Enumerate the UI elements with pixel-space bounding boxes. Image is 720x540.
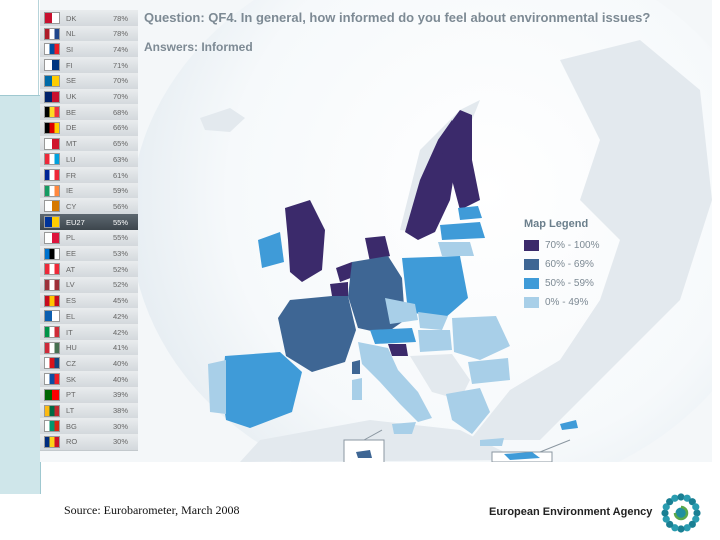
flag-icon (44, 12, 60, 24)
flag-icon (44, 405, 60, 417)
country-code: LT (66, 406, 75, 415)
country-value: 45% (112, 296, 128, 306)
flag-icon (44, 153, 60, 165)
country-cyprus (560, 420, 578, 430)
country-value: 66% (112, 123, 128, 133)
eea-logo-icon (658, 490, 704, 536)
country-row (40, 230, 138, 247)
country-row (40, 308, 138, 325)
country-row (40, 136, 138, 153)
country-value: 52% (112, 264, 128, 274)
flag-icon (44, 232, 60, 244)
flag-icon (44, 342, 60, 354)
country-code: FR (66, 170, 76, 180)
country-code: AT (66, 264, 76, 274)
country-value: 30% (112, 437, 128, 447)
source-note: Source: Eurobarometer, March 2008 (64, 503, 240, 517)
flag-icon (44, 91, 60, 103)
country-code: HU (66, 343, 77, 353)
country-row (40, 89, 138, 106)
country-slovenia (388, 344, 408, 356)
flag-icon (44, 310, 60, 322)
country-row (40, 41, 138, 58)
country-code: SI (66, 44, 74, 54)
country-code: LU (66, 154, 76, 164)
country-value: 61% (112, 170, 128, 180)
legend-item (524, 236, 620, 255)
country-value: 74% (112, 44, 128, 54)
country-code: IT (66, 327, 73, 337)
country-value: 41% (112, 343, 128, 353)
country-value: 30% (112, 421, 128, 431)
country-france (278, 296, 356, 372)
country-code: RO (66, 437, 78, 447)
flag-icon (44, 436, 60, 448)
country-row (40, 57, 138, 74)
country-value: 70% (112, 76, 128, 86)
legend-swatch (524, 240, 539, 251)
legend-label: 50% - 59% (545, 278, 594, 289)
country-code: ES (66, 296, 77, 306)
country-code: SE (66, 76, 77, 86)
country-code: DK (66, 13, 77, 23)
country-sicily (392, 422, 416, 434)
country-value: 42% (112, 327, 128, 337)
country-value: 53% (112, 249, 128, 258)
flag-icon (44, 279, 60, 291)
country-code: EU27 (66, 217, 85, 227)
country-code: PT (66, 390, 76, 400)
country-value: 42% (112, 311, 128, 321)
country-code: IE (66, 186, 74, 196)
country-code: BE (66, 107, 77, 117)
flag-icon (44, 138, 60, 150)
country-row (40, 26, 138, 43)
map-figure (40, 0, 712, 462)
country-ireland (258, 232, 284, 268)
flag-icon (44, 248, 60, 260)
flag-icon (44, 75, 60, 87)
country-iceland (200, 108, 245, 132)
country-row (40, 434, 138, 451)
country-row (40, 387, 138, 404)
flag-icon (44, 263, 60, 275)
country-value: 56% (112, 201, 128, 211)
country-latvia (440, 222, 485, 240)
flag-icon (44, 326, 60, 338)
country-row (40, 120, 138, 137)
flag-icon (44, 43, 60, 55)
legend-swatch (524, 259, 539, 270)
country-row (40, 261, 138, 278)
legend-item (524, 255, 620, 274)
left-rule (38, 0, 39, 95)
country-value: 71% (112, 60, 128, 70)
country-row (40, 10, 138, 27)
country-value: 38% (112, 406, 128, 415)
legend-label: 0% - 49% (545, 297, 589, 308)
country-code: CY (66, 201, 77, 211)
country-code: UK (66, 92, 77, 101)
legend-item (524, 293, 620, 312)
country-value: 40% (112, 358, 128, 368)
flag-icon (44, 389, 60, 401)
answer-subtitle: Answers: Informed (144, 40, 253, 54)
country-portugal (208, 360, 226, 414)
country-row (40, 214, 138, 231)
country-code: EL (66, 311, 76, 321)
country-row (40, 104, 138, 121)
country-corsica (352, 360, 360, 374)
country-value: 52% (112, 280, 128, 290)
country-spain (222, 352, 302, 428)
country-code: CZ (66, 358, 76, 368)
flag-icon (44, 28, 60, 40)
country-row (40, 418, 138, 435)
flag-icon (44, 295, 60, 307)
flag-icon (44, 106, 60, 118)
flag-icon (44, 420, 60, 432)
country-lithuania (438, 242, 474, 256)
country-sardinia (352, 378, 362, 400)
flag-icon (44, 59, 60, 71)
country-row (40, 293, 138, 310)
country-value: 55% (112, 233, 128, 243)
country-value: 59% (112, 186, 128, 196)
flag-icon (44, 169, 60, 181)
question-title: Question: QF4. In general, how informed do you feel about environmental issues? (144, 10, 651, 25)
country-row (40, 340, 138, 357)
country-value: 78% (112, 29, 128, 39)
country-code: PL (66, 233, 76, 243)
country-code: SK (66, 374, 77, 384)
agency-name: European Environment Agency (489, 506, 653, 518)
country-row (40, 324, 138, 341)
inset-cyprus-pointer (540, 440, 570, 452)
flag-icon (44, 357, 60, 369)
country-row (40, 183, 138, 200)
legend-swatch (524, 297, 539, 308)
flag-icon (44, 122, 60, 134)
country-belgium (330, 282, 348, 296)
country-value: 70% (112, 92, 128, 101)
country-row (40, 355, 138, 372)
flag-icon (44, 185, 60, 197)
country-hungary (418, 330, 452, 352)
country-row (40, 198, 138, 215)
country-code: NL (66, 29, 76, 39)
country-code: FI (66, 60, 73, 70)
country-austria (370, 328, 416, 344)
country-row (40, 277, 138, 294)
country-row (40, 403, 138, 420)
country-code: MT (66, 139, 77, 149)
country-row (40, 371, 138, 388)
country-romania (452, 316, 510, 360)
country-row (40, 151, 138, 168)
map-legend (524, 218, 620, 312)
country-uk (285, 200, 325, 282)
country-code: DE (66, 123, 77, 133)
legend-label: 60% - 69% (545, 259, 594, 270)
legend-item (524, 274, 620, 293)
country-code: BG (66, 421, 77, 431)
legend-title: Map Legend (524, 218, 589, 230)
country-row (40, 246, 138, 263)
country-estonia (458, 206, 482, 220)
legend-label: 70% - 100% (545, 240, 600, 251)
country-row (40, 167, 138, 184)
flag-icon (44, 216, 60, 228)
flag-icon (44, 373, 60, 385)
flag-icon (44, 200, 60, 212)
country-value: 39% (112, 390, 128, 400)
country-value: 63% (112, 154, 128, 164)
legend-swatch (524, 278, 539, 289)
country-value: 78% (112, 13, 128, 23)
country-code: LV (66, 280, 75, 290)
country-value: 55% (112, 217, 128, 227)
country-value: 65% (112, 139, 128, 149)
side-panel (0, 95, 41, 494)
country-value: 40% (112, 374, 128, 384)
country-code: EE (66, 249, 77, 258)
country-row (40, 73, 138, 90)
country-bulgaria (468, 358, 510, 384)
country-value: 68% (112, 107, 128, 117)
